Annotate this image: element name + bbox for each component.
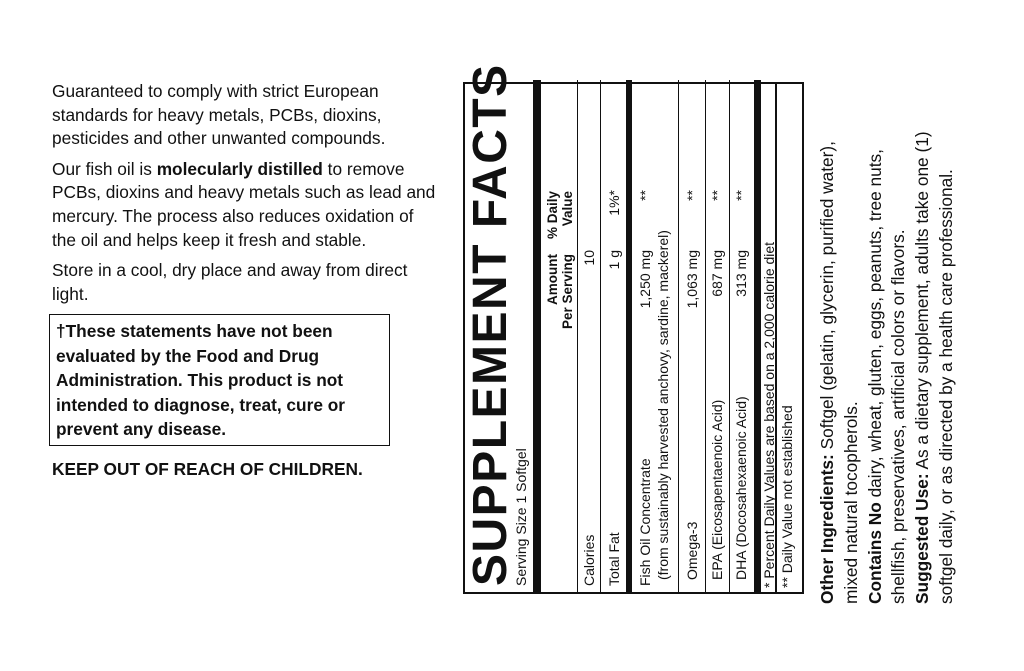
supplement-facts-table bbox=[463, 63, 777, 594]
divider bbox=[600, 80, 601, 592]
serving-size: Serving Size 1 Softgel bbox=[513, 448, 529, 586]
distillation-text-start: Our fish oil is bbox=[52, 158, 157, 179]
use-text: As a dietary supplement, adults take one (1) softgel daily, or as directed by a health care professional. bbox=[912, 131, 956, 604]
nutrient-sublabel: (from sustainably harvested anchovy, sardine, mackerel) bbox=[655, 230, 671, 580]
divider bbox=[577, 80, 578, 592]
section-divider bbox=[626, 80, 632, 592]
left-column bbox=[52, 80, 437, 488]
distillation-bold: molecularly distilled bbox=[156, 158, 323, 179]
ingredients-label: Other Ingredients: bbox=[817, 454, 837, 604]
other-ingredients bbox=[816, 92, 864, 604]
dv-header-line2: Value bbox=[560, 191, 575, 227]
facts-title: SUPPLEMENT FACTS bbox=[464, 63, 517, 586]
distillation-paragraph bbox=[52, 158, 437, 252]
right-column bbox=[816, 92, 976, 604]
distillation-text-end: to remove PCBs, dioxins and heavy metals such as lead and mercury. The process also reduces oxidation of the oil and helps keep it fresh and stable. bbox=[52, 158, 436, 250]
amount-header-line2: Per Serving bbox=[560, 254, 575, 330]
footnote-dv-not-established: ** Daily Value not established bbox=[779, 405, 795, 588]
contains-no bbox=[864, 92, 912, 604]
header-divider bbox=[533, 80, 541, 592]
compliance-paragraph: Guaranteed to comply with strict European standards for heavy metals, PCBs, dioxins, pesticides and other unwanted compounds. bbox=[52, 81, 386, 149]
nutrient-dv: ** bbox=[733, 190, 749, 201]
nutrient-amount: 1,250 mg bbox=[637, 250, 653, 309]
dv-header-line1: % Daily bbox=[545, 191, 560, 240]
contains-label: Contains No bbox=[864, 502, 885, 604]
nutrient-amount: 10 bbox=[581, 250, 597, 266]
nutrient-amount: 1 g bbox=[606, 250, 622, 270]
facts-footnotes bbox=[760, 82, 802, 594]
suggested-use bbox=[911, 92, 959, 604]
divider bbox=[678, 80, 679, 592]
nutrient-dv: ** bbox=[637, 190, 653, 201]
nutrient-amount: 313 mg bbox=[733, 250, 749, 297]
footnote-percent-dv: * Percent Daily Values are based on a 2,000 calorie diet bbox=[761, 241, 777, 588]
nutrient-dv: ** bbox=[684, 190, 700, 201]
storage-paragraph: Store in a cool, dry place and away from direct light. bbox=[52, 260, 408, 304]
dv-header bbox=[545, 191, 575, 239]
use-label: Suggested Use: bbox=[912, 473, 933, 604]
nutrient-label: Fish Oil Concentrate bbox=[637, 458, 653, 586]
fda-disclaimer-box: †These statements have not been evaluated by the Food and Drug Administration. This product is not intended to diagnose, treat, cure or prevent any disease. bbox=[49, 314, 390, 446]
footnotes-rotated bbox=[760, 82, 802, 594]
nutrient-amount: 687 mg bbox=[709, 250, 725, 297]
contains-text: dairy, wheat, gluten, eggs, peanuts, tree nuts, shellfish, preservatives, artificial colors or flavors. bbox=[864, 149, 909, 604]
nutrient-amount: 1,063 mg bbox=[684, 250, 700, 309]
ingredients-text: Softgel (gelatin, glycerin, purified water), mixed natural tocopherols. bbox=[817, 141, 861, 604]
nutrient-label: EPA (Eicosapentaenoic Acid) bbox=[709, 399, 725, 580]
nutrient-label: Calories bbox=[581, 534, 597, 586]
supplement-facts-panel bbox=[463, 63, 777, 594]
nutrient-label: Omega-3 bbox=[684, 521, 700, 580]
right-column-rotated bbox=[816, 92, 976, 604]
nutrient-dv: 1%* bbox=[606, 190, 622, 216]
divider bbox=[705, 80, 706, 592]
nutrient-dv: ** bbox=[709, 190, 725, 201]
keep-out-warning: KEEP OUT OF REACH OF CHILDREN. bbox=[52, 458, 363, 479]
nutrient-label: Total Fat bbox=[606, 532, 622, 586]
nutrient-label: DHA (Docosahexaenoic Acid) bbox=[733, 396, 749, 580]
amount-header bbox=[545, 254, 575, 329]
amount-header-line1: Amount bbox=[545, 254, 560, 305]
divider bbox=[729, 80, 730, 592]
